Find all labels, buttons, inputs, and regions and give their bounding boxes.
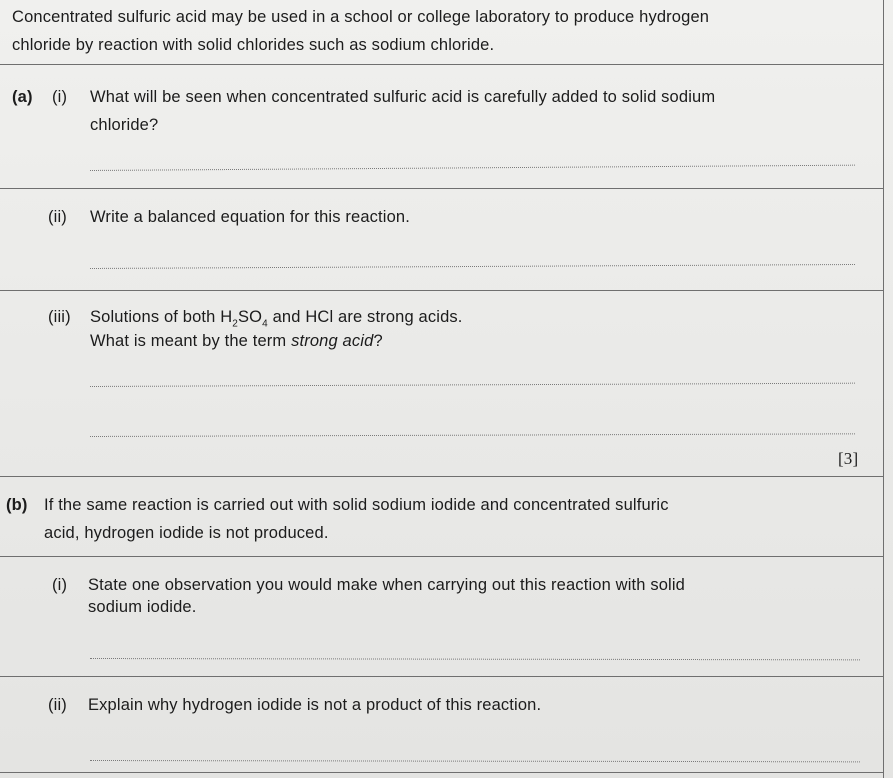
answer-line[interactable] — [90, 165, 855, 171]
part-b-line-2: acid, hydrogen iodide is not produced. — [44, 524, 329, 542]
question-b-ii-line-1: Explain why hydrogen iodide is not a product of this reaction. — [88, 696, 542, 714]
divider — [0, 476, 883, 477]
marks-label: [3] — [838, 449, 859, 468]
intro-line-1: Concentrated sulfuric acid may be used in a school or college laboratory to produce hydrogen — [12, 8, 710, 26]
question-a-ii-line-1: Write a balanced equation for this reaction. — [90, 208, 410, 226]
question-a-iii-label: (iii) — [48, 308, 71, 326]
answer-line[interactable] — [90, 264, 855, 269]
question-a-iii-line-2 — [90, 330, 383, 352]
divider — [0, 676, 883, 677]
answer-line[interactable] — [90, 383, 855, 387]
answer-line[interactable] — [90, 433, 855, 437]
question-b-ii-label: (ii) — [48, 696, 67, 714]
part-b-line-1: If the same reaction is carried out with solid sodium iodide and concentrated sulfuric — [44, 496, 669, 514]
formula-so: SO — [238, 308, 263, 326]
formula-h: H — [220, 308, 233, 326]
answer-line[interactable] — [90, 760, 860, 762]
answer-line[interactable] — [90, 658, 860, 660]
question-a-iii-line-1-mid: and — [272, 308, 301, 326]
formula-subscript-2: 2 — [232, 318, 239, 330]
intro-line-2: chloride by reaction with solid chlorides such as sodium chloride. — [12, 36, 495, 54]
formula-subscript-4: 4 — [262, 318, 268, 330]
divider — [0, 290, 883, 291]
question-a-iii-line-1-pre: Solutions of both — [90, 308, 216, 326]
question-a-i-label: (i) — [52, 88, 68, 106]
part-a-label: (a) — [12, 88, 33, 106]
question-b-i-line-1: State one observation you would make when carrying out this reaction with solid — [88, 576, 686, 594]
divider — [0, 64, 883, 65]
right-border — [883, 0, 884, 778]
divider — [0, 556, 883, 557]
question-a-iii-line-1-post: are strong acids. — [338, 308, 463, 326]
divider — [0, 188, 883, 189]
divider — [0, 772, 883, 773]
question-a-iii-line-2-post: ? — [373, 332, 383, 350]
question-a-iii-line-2-pre: What is meant by the term — [90, 332, 287, 350]
part-b-label: (b) — [6, 496, 28, 514]
question-b-i-label: (i) — [52, 576, 68, 594]
term-strong-acid: strong acid — [291, 332, 374, 350]
question-a-ii-label: (ii) — [48, 208, 67, 226]
hcl-formula: HCl — [305, 308, 334, 326]
question-a-i-line-1: What will be seen when concentrated sulfuric acid is carefully added to solid sodium — [90, 88, 716, 106]
h2so4-formula — [220, 308, 268, 330]
question-b-i-line-2: sodium iodide. — [88, 598, 197, 616]
question-a-i-line-2: chloride? — [90, 116, 159, 134]
